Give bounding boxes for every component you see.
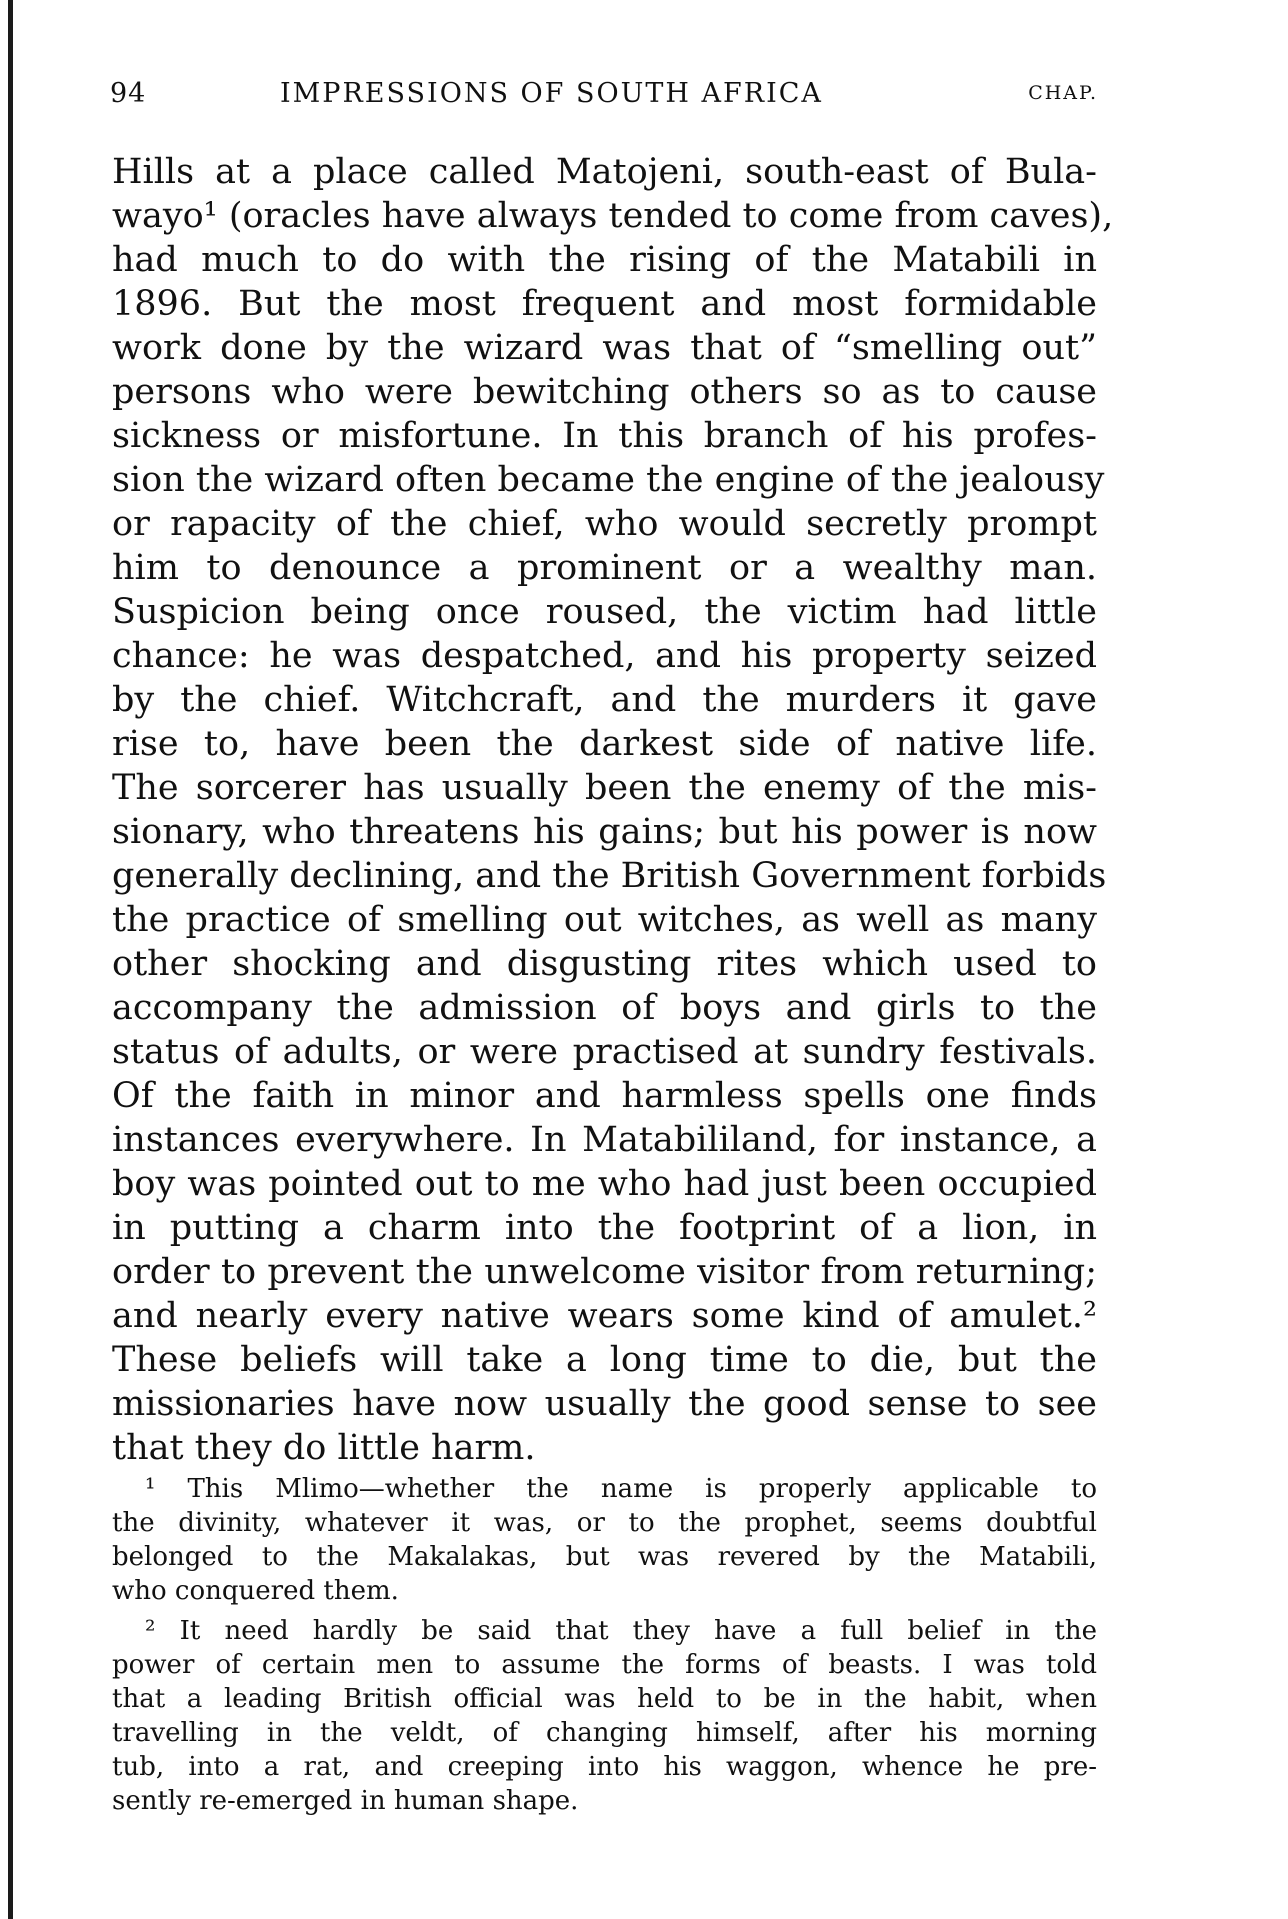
page-number: 94 (110, 78, 147, 109)
body-line: had much to do with the rising of the Matabili in (112, 240, 1097, 280)
body-line: work done by the wizard was that of “smelling out” (112, 328, 1097, 368)
footnote-line: the divinity, whatever it was, or to the prophet, seems doubtful (112, 1508, 1097, 1538)
body-line: generally declining, and the British Government forbids (112, 856, 1107, 896)
body-line: missionaries have now usually the good sense to see (112, 1384, 1097, 1424)
footnote-line: tub, into a rat, and creeping into his waggon, whence he pre- (112, 1752, 1097, 1782)
body-line: These beliefs will take a long time to die, but the (112, 1340, 1097, 1380)
body-line: accompany the admission of boys and girls to the (112, 988, 1097, 1028)
footnote-line: power of certain men to assume the forms of beasts. I was told (112, 1650, 1097, 1680)
body-line: status of adults, or were practised at sundry festivals. (112, 1032, 1097, 1072)
footnote-2 (112, 1614, 1097, 1818)
chapter-abbreviation: CHAP. (1028, 82, 1098, 104)
body-line: and nearly every native wears some kind of amulet.² (112, 1296, 1097, 1336)
body-line: the practice of smelling out witches, as well as many (112, 900, 1097, 940)
body-line: The sorcerer has usually been the enemy of the mis- (112, 768, 1097, 808)
running-title: IMPRESSIONS OF SOUTH AFRICA (280, 78, 823, 109)
body-line: sionary, who threatens his gains; but his power is now (112, 812, 1097, 852)
body-line: that they do little harm. (112, 1428, 536, 1468)
footnote-line: belonged to the Makalakas, but was revered by the Matabili, (112, 1542, 1097, 1572)
footnote-line: sently re-emerged in human shape. (112, 1786, 579, 1816)
body-line: order to prevent the unwelcome visitor from returning; (112, 1252, 1097, 1292)
body-line: him to denounce a prominent or a wealthy man. (112, 548, 1097, 588)
body-line: wayo¹ (oracles have always tended to come from caves), (112, 196, 1114, 236)
body-text (112, 150, 1114, 1470)
footnote-line: that a leading British official was held to be in the habit, when (112, 1684, 1097, 1714)
footnote-line: who conquered them. (112, 1576, 399, 1606)
body-line: in putting a charm into the footprint of a lion, in (112, 1208, 1097, 1248)
body-line: chance: he was despatched, and his property seized (112, 636, 1097, 676)
body-line: sickness or misfortune. In this branch of his profes- (112, 416, 1097, 456)
footnote-line: travelling in the veldt, of changing himself, after his morning (112, 1718, 1097, 1748)
body-line: Hills at a place called Matojeni, south-east of Bula- (112, 152, 1097, 192)
body-line: instances everywhere. In Matabililand, for instance, a (112, 1120, 1097, 1160)
page-edge-rule (8, 0, 13, 1919)
footnote-line: ² It need hardly be said that they have a full belief in the (145, 1616, 1097, 1646)
page-header (110, 78, 1110, 118)
body-line: Suspicion being once roused, the victim had little (112, 592, 1097, 632)
body-line: other shocking and disgusting rites which used to (112, 944, 1097, 984)
footnote-1 (112, 1472, 1097, 1608)
footnotes (112, 1472, 1097, 1818)
body-line: persons who were bewitching others so as to cause (112, 372, 1097, 412)
body-line: Of the faith in minor and harmless spells one finds (112, 1076, 1097, 1116)
body-line: sion the wizard often became the engine of the jealousy (112, 460, 1105, 500)
body-line: rise to, have been the darkest side of native life. (112, 724, 1097, 764)
body-line: 1896. But the most frequent and most formidable (112, 284, 1097, 324)
body-line: or rapacity of the chief, who would secretly prompt (112, 504, 1097, 544)
body-line: by the chief. Witchcraft, and the murders it gave (112, 680, 1097, 720)
body-line: boy was pointed out to me who had just been occupied (112, 1164, 1097, 1204)
footnote-line: ¹ This Mlimo—whether the name is properly applicable to (145, 1474, 1097, 1504)
